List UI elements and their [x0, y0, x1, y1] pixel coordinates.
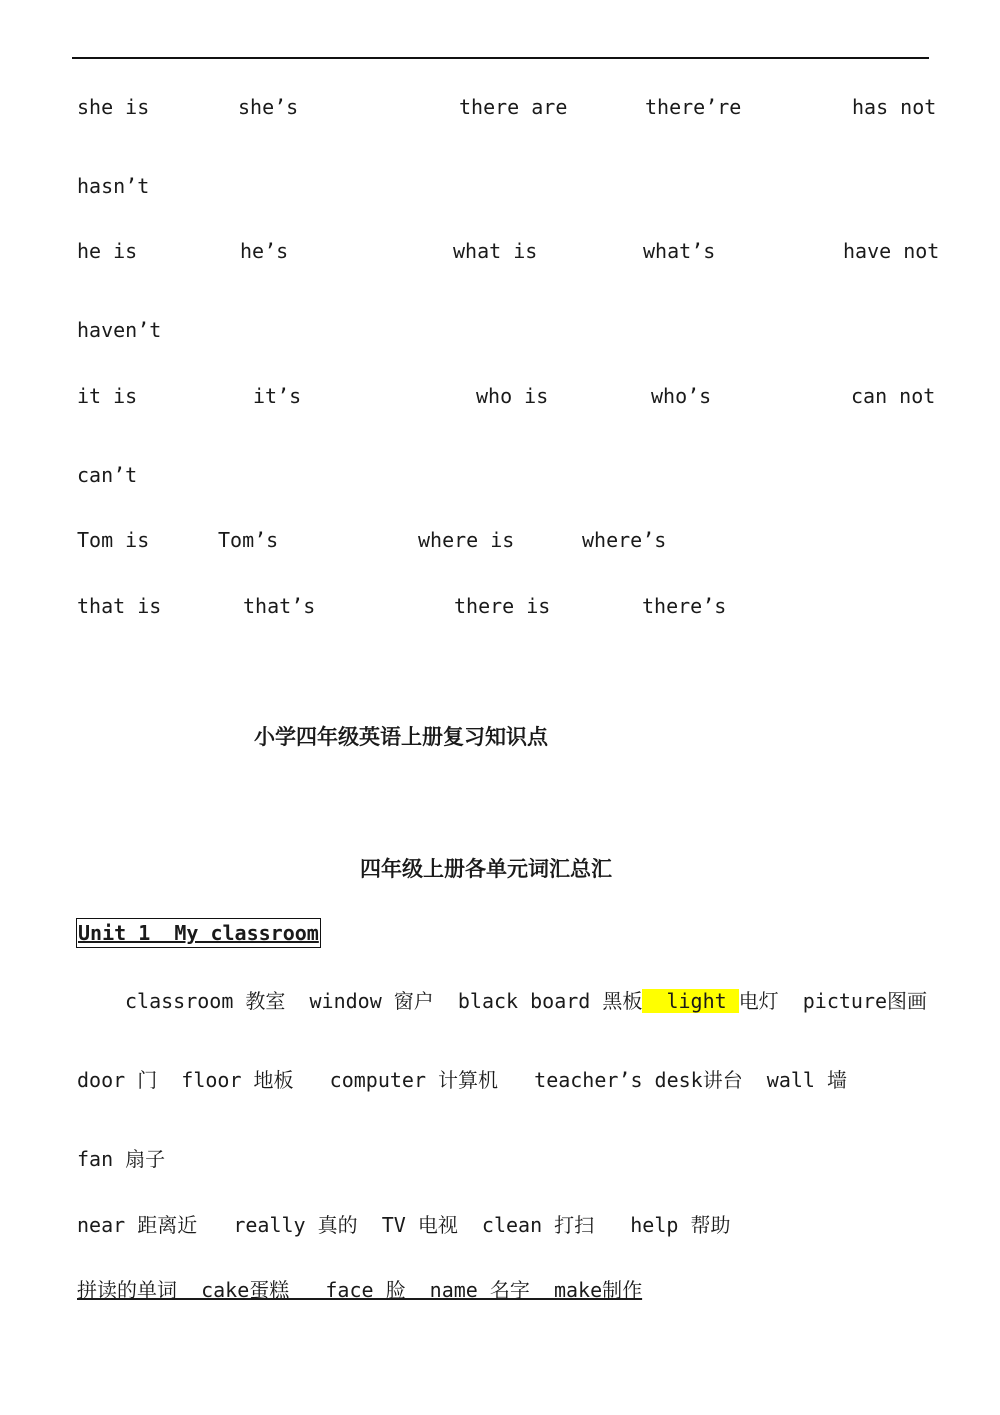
contraction-tom-is: Tom is	[77, 528, 150, 552]
contraction-that-is: that is	[77, 594, 162, 618]
unit1-vocab-line2: door 门 floor 地板 computer 计算机 teacher’s desk讲台 wall 墙	[77, 1068, 848, 1092]
contraction-she-is: she is	[77, 95, 150, 119]
contraction-he-is: he is	[77, 239, 138, 263]
contraction-theres: there’s	[642, 594, 727, 618]
contraction-there-are: there are	[459, 95, 568, 119]
contraction-wheres: where’s	[582, 528, 667, 552]
contraction-its: it’s	[253, 384, 302, 408]
section-title: 四年级上册各单元词汇总汇	[360, 857, 612, 881]
contraction-who-is: who is	[476, 384, 549, 408]
contraction-cant: can’t	[77, 463, 138, 487]
unit1-vocab-line1	[125, 988, 927, 1014]
document-title: 小学四年级英语上册复习知识点	[254, 725, 548, 749]
contraction-shes: she’s	[238, 95, 299, 119]
unit1-phonics-words: 拼读的单词 cake蛋糕 face 脸 name 名字 make制作	[77, 1278, 643, 1302]
contraction-can-not: can not	[851, 384, 936, 408]
contraction-thats: that’s	[243, 594, 316, 618]
contraction-whats: what’s	[643, 239, 716, 263]
vocab-line1-start: classroom 教室 window 窗户 black board 黑板	[125, 989, 643, 1013]
contraction-hasnt: hasn’t	[77, 174, 150, 198]
contraction-hes: he’s	[240, 239, 289, 263]
contraction-havent: haven’t	[77, 318, 162, 342]
contraction-have-not: have not	[843, 239, 940, 263]
contraction-whos: who’s	[651, 384, 712, 408]
unit1-vocab-line4: near 距离近 really 真的 TV 电视 clean 打扫 help 帮助	[77, 1213, 731, 1237]
contraction-therere: there’re	[645, 95, 742, 119]
unit1-vocab-line3: fan 扇子	[77, 1147, 166, 1171]
highlighted-word-light: light	[642, 989, 739, 1013]
contraction-where-is: where is	[418, 528, 515, 552]
contraction-has-not: has not	[852, 95, 937, 119]
unit1-heading: Unit 1 My classroom	[76, 918, 321, 948]
contraction-there-is: there is	[454, 594, 551, 618]
contraction-toms: Tom’s	[218, 528, 279, 552]
contraction-it-is: it is	[77, 384, 138, 408]
vocab-line1-end: 电灯 picture图画	[738, 989, 928, 1013]
contraction-what-is: what is	[453, 239, 538, 263]
top-rule	[72, 57, 929, 59]
